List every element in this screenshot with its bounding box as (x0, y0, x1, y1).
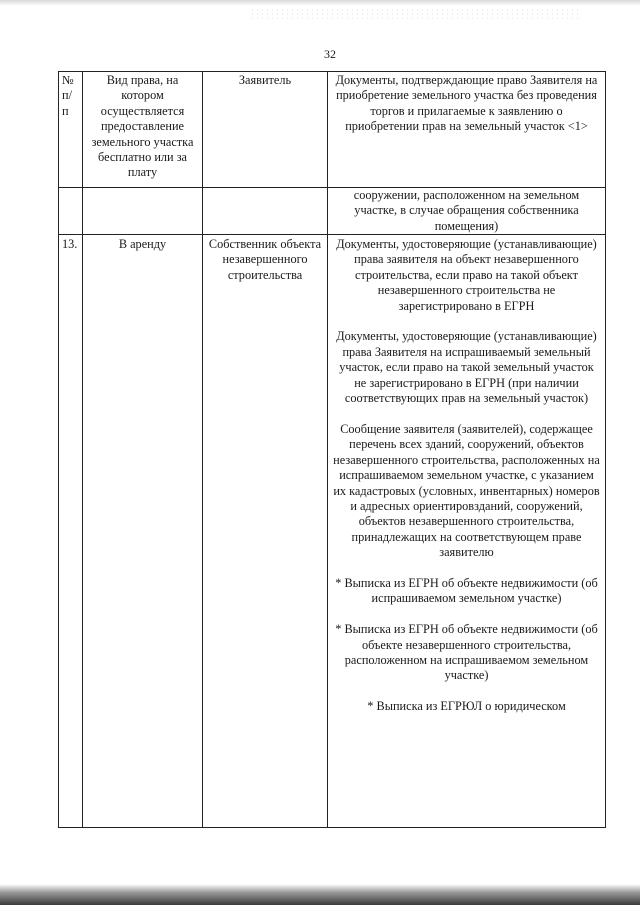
page-number: 32 (324, 47, 336, 61)
table-header-row (59, 72, 606, 188)
cell-right-type (83, 187, 203, 234)
table-row-13 (59, 235, 606, 828)
scan-noise (250, 8, 580, 20)
cell-applicant (203, 187, 328, 234)
cell-documents (328, 235, 606, 828)
scan-edge-top (0, 0, 640, 6)
table-row-continuation (59, 187, 606, 234)
scan-edge-bottom (0, 884, 640, 905)
cell-right-type: В аренду (83, 235, 203, 828)
document-item: Документы, удостоверяющие (устанавливающие) права заявителя на объект незавершенного строительства, если право на такой объект незавершенного строительства не зарегистрировано в ЕГРН (336, 237, 597, 313)
header-documents: Документы, подтверждающие право Заявителя на приобретение земельного участка без проведения торгов и прилагаемые к заявлению о приобретении прав на земельный участок <1> (328, 72, 606, 188)
document-item: Сообщение заявителя (заявителей), содержащее перечень всех зданий, сооружений, объектов незавершенного строительства, расположенных на испрашиваемом земельном участке, с указанием их кадастровых (условных, инвентарных) номеров и адресных ориентировзданий, сооружений, объектов незавершенного строительства, принадлежащих на соответствующем праве заявителю (333, 421, 600, 560)
document-item: * Выписка из ЕГРН об объекте недвижимости (об объекте незавершенного строительства, расположенном на испрашиваемом земельном участке) (335, 622, 598, 683)
header-number: № п/п (59, 72, 83, 188)
documents-table (58, 71, 606, 828)
header-right-type: Вид права, на котором осуществляется предоставление земельного участка бесплатно или за плату (83, 72, 203, 188)
document-item: Документы, удостоверяющие (устанавливающие) права Заявителя на испрашиваемый земельный участок, если право на такой земельный участок не зарегистрировано в ЕГРН (при наличии соответствующих прав на земельный участок) (336, 329, 597, 406)
document-item: * Выписка из ЕГРН об объекте недвижимости (об испрашиваемом земельном участке) (335, 575, 598, 606)
header-applicant: Заявитель (203, 72, 328, 188)
cell-applicant: Собственник объекта незавершенного строительства (203, 235, 328, 828)
cell-number: 13. (59, 235, 83, 828)
cell-number (59, 187, 83, 234)
cell-documents: сооружении, расположенном на земельном участке, в случае обращения собственника помещения) (328, 187, 606, 234)
document-item: * Выписка из ЕГРЮЛ о юридическом (367, 699, 566, 714)
